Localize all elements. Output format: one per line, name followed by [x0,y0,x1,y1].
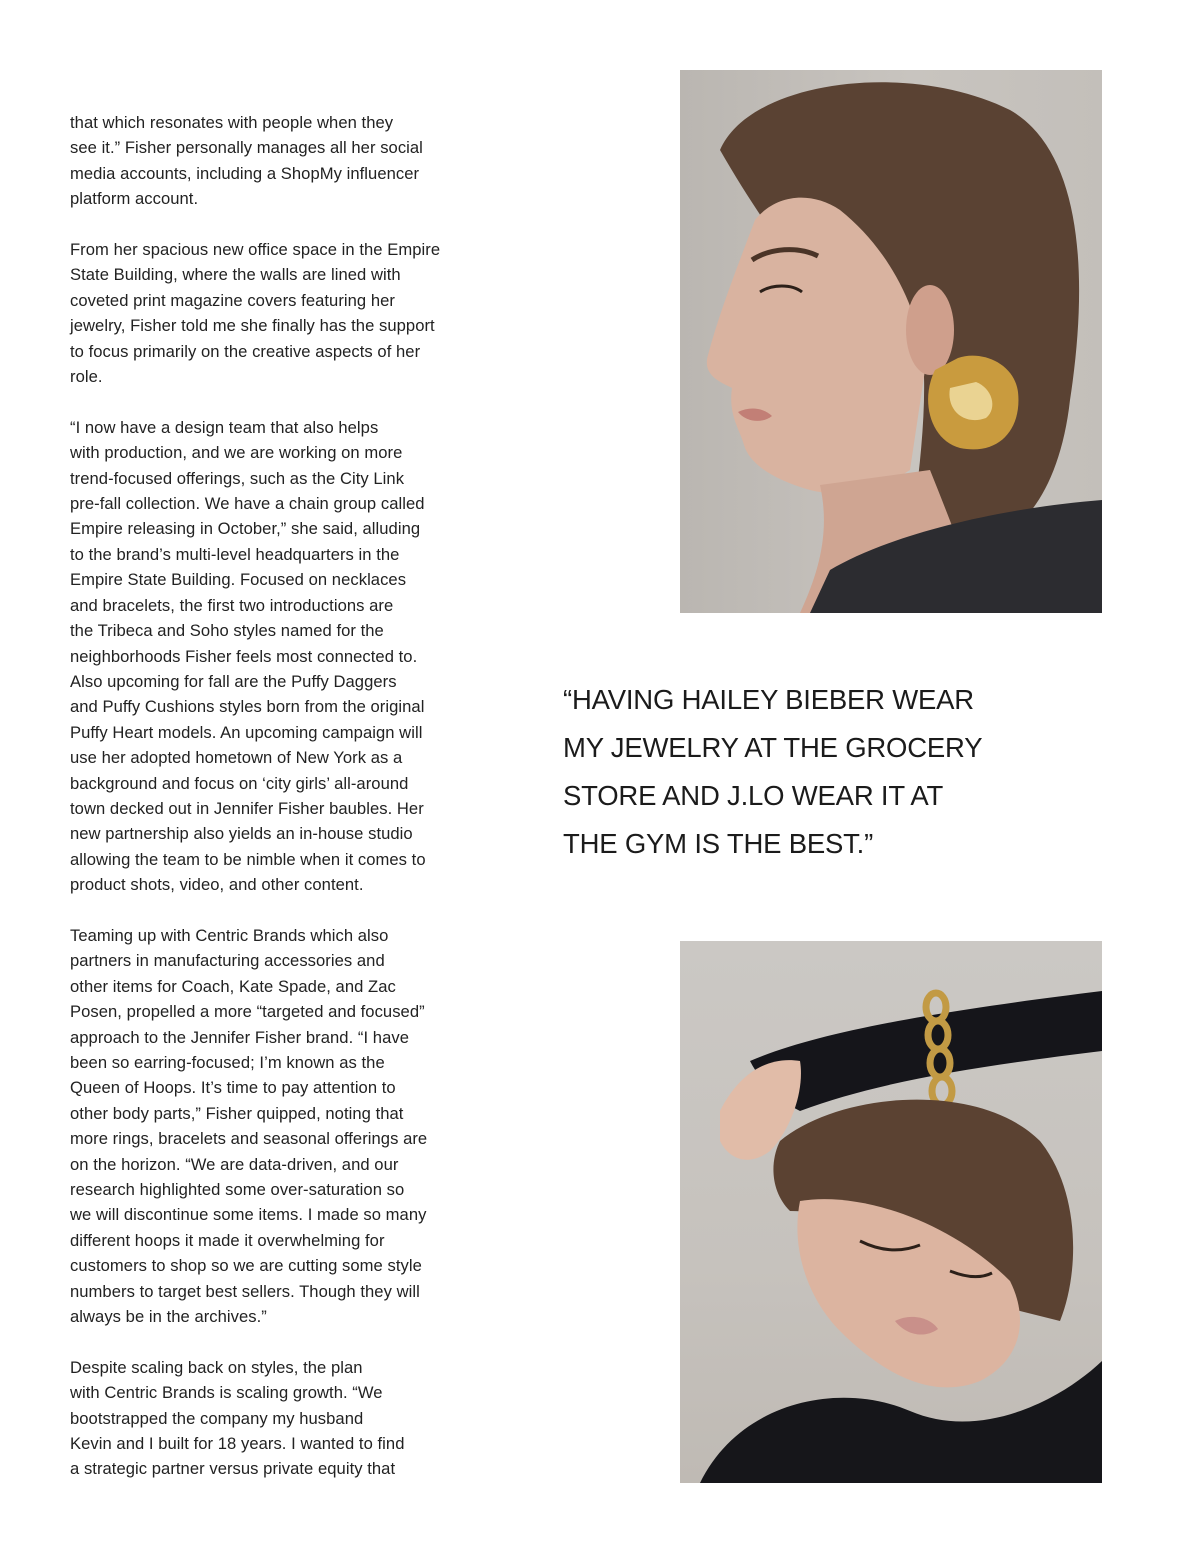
article-paragraph: Despite scaling back on styles, the plan with Centric Brands is scaling growth. “We bootstrapped the company my husband Kevin and I built for 18 years. I wanted to find a strategic partner versus private equity that [70,1357,405,1479]
article-paragraph: “I now have a design team that also helps with production, and we are working on more trend-focused offerings, such as the City Link pre-fall collection. We have a chain group called Empire releasing in October,” she said, alluding to the brand’s multi-level headquarters in the Empire State Building. Focused on necklaces and bracelets, the first two introductions are the Tribeca and Soho styles named for the neighborhoods Fisher feels most connected to. Also upcoming for fall are the Puffy Daggers and Puffy Cushions styles born from the original Puffy Heart models. An upcoming campaign will use her adopted hometown of New York as a background and focus on ‘city girls’ all-around town decked out in Jennifer Fisher baubles. Her new partnership also yields an in-house studio allowing the team to be nimble when it comes to product shots, video, and other content. [70,417,426,895]
portrait-bracelet-photo [680,941,1102,1483]
article-body [70,110,475,1507]
article-paragraph: From her spacious new office space in the Empire State Building, where the walls are lined with coveted print magazine covers featuring her jewelry, Fisher told me she finally has the support to focus primarily on the creative aspects of her role. [70,240,441,387]
pull-quote: “HAVING HAILEY BIEBER WEAR MY JEWELRY AT THE GROCERY STORE AND J.LO WEAR IT AT THE GYM IS THE BEST.” [563,684,983,859]
portrait-earring-photo [680,70,1102,613]
article-paragraph: that which resonates with people when they see it.” Fisher personally manages all her social media accounts, including a ShopMy influencer platform account. [70,113,423,209]
article-paragraph: Teaming up with Centric Brands which also partners in manufacturing accessories and other items for Coach, Kate Spade, and Zac Posen, propelled a more “targeted and focused” approach to the Jennifer Fisher brand. “I have been so earring-focused; I’m known as the Queen of Hoops. It’s time to pay attention to other body parts,” Fisher quipped, noting that more rings, bracelets and seasonal offerings are on the horizon. “We are data-driven, and our research highlighted some over-saturation so we will discontinue some items. I made so many different hoops it made it overwhelming for customers to shop so we are cutting some style numbers to target best sellers. Though they will always be in the archives.” [70,925,428,1327]
